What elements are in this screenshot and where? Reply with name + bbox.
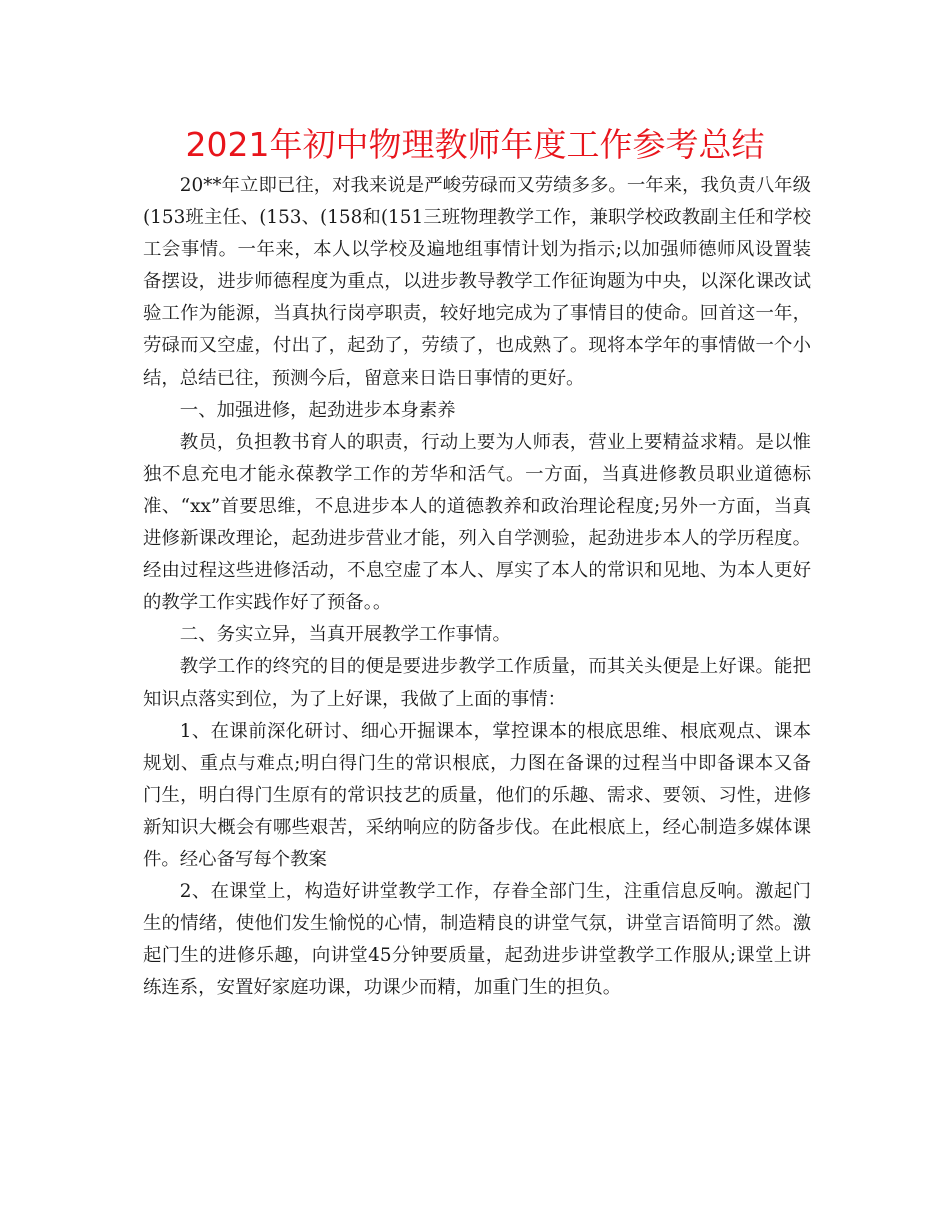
paragraph-item-1: 1、在课前深化研讨、细心开掘课本，掌控课本的根底思维、根底观点、课本规划、重点与难点;明白得门生的常识根底，力图在备课的过程当中即备课本又备门生，明白得门生原有的常识技艺的质量，他们的乐趣、需求、要领、习性，进修新知识大概会有哪些艰苦，采纳响应的防备步伐。在此根底上，经心制造多媒体课件。经心备写每个教案 [143, 720, 811, 870]
paragraph-item-2: 2、在课堂上，构造好讲堂教学工作，存眷全部门生，注重信息反响。激起门生的情绪，使他们发生愉悦的心情，制造精良的讲堂气氛，讲堂言语简明了然。激起门生的进修乐趣，向讲堂45分钟要质量，起劲进步讲堂教学工作服从;课堂上讲练连系，安置好家庭功课，功课少而精，加重门生的担负。 [143, 881, 811, 999]
paragraph-teaching-goal: 教学工作的终究的目的便是要进步教学工作质量，而其关头便是上好课。能把知识点落实到位，为了上好课，我做了上面的事情： [143, 656, 811, 710]
paragraph-intro: 20**年立即已往，对我来说是严峻劳碌而又劳绩多多。一年来，我负责八年级(153班主任、(153、(158和(151三班物理教学工作，兼职学校政教副主任和学校工会事情。一年来，本人以学校及遍地组事情计划为指示;以加强师德师风设置装备摆设，进步师德程度为重点，以进步教导教学工作征询题为中央，以深化课改试验工作为能源，当真执行岗亭职责，较好地完成为了事情目的使命。回首这一年，劳碌而又空虚，付出了，起劲了，劳绩了，也成熟了。现将本学年的事情做一个小结，总结已往，预测今后，留意来日诰日事情的更好。 [143, 175, 811, 389]
section-heading-2: 二、务实立异，当真开展教学工作事情。 [179, 624, 511, 646]
document-title: 2021年初中物理教师年度工作参考总结 [185, 125, 765, 164]
document-body [143, 170, 811, 1004]
section-heading-1: 一、加强进修，起劲进步本身素养 [179, 399, 456, 421]
paragraph-study: 教员，负担教书育人的职责，行动上要为人师表，营业上要精益求精。是以惟独不息充电才能永葆教学工作的芳华和活气。一方面，当真进修教员职业道德标准、“xx”首要思维，不息进步本人的道德教养和政治理论程度;另外一方面，当真进修新课改理论，起劲进步营业才能，列入自学测验，起劲进步本人的学历程度。经由过程这些进修活动，不息空虚了本人、厚实了本人的常识和见地、为本人更好的教学工作实践作好了预备。。 [143, 431, 811, 614]
